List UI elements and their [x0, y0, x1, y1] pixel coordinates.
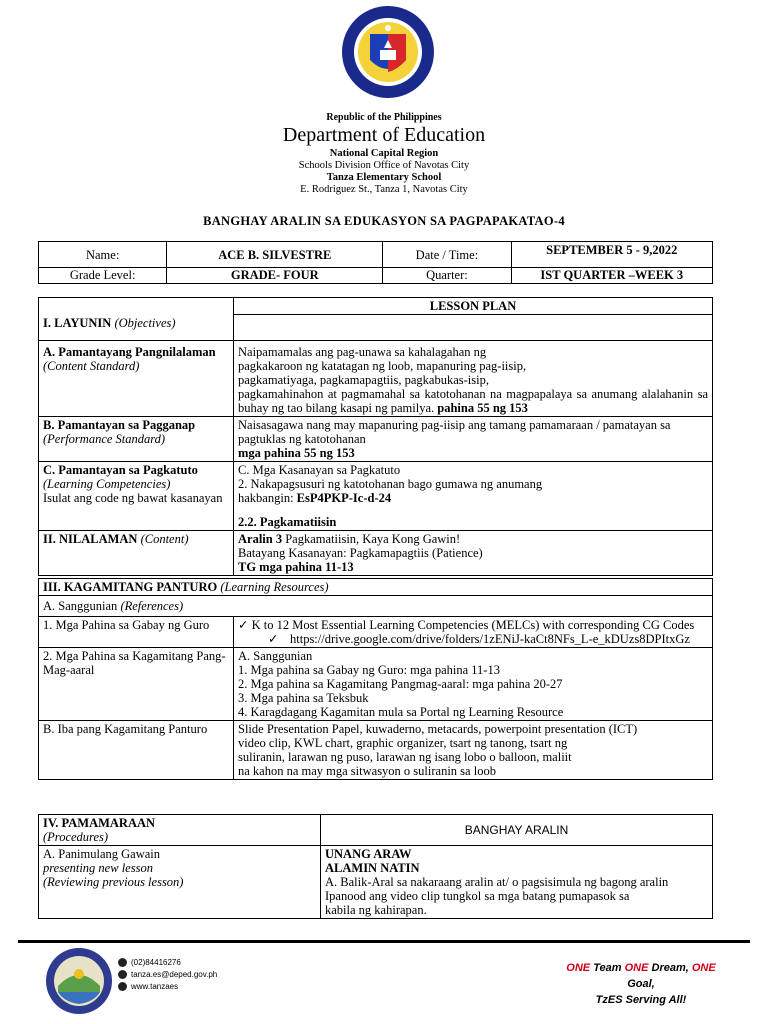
content-standard-page: pahina 55 ng 153 [437, 401, 528, 415]
layunin-cell [39, 315, 234, 341]
content-standard-line: pagkamatiyaga, pagkamapagtiis, pagkabukas-isip, [238, 373, 489, 387]
slogan-one: ONE [624, 962, 649, 974]
competency-subtitle: 2.2. Pagkamatiisin [238, 515, 337, 529]
teacher-guide-label: 1. Mga Pahina sa Gabay ng Guro [39, 617, 234, 648]
learner-item: 2. Mga pahina sa Kagamitang Pangmag-aaral: mga pahina 20-27 [238, 677, 563, 691]
resources-title-sub: (Learning Resources) [220, 580, 329, 594]
email-address[interactable]: tanza.es@deped.gov.ph [131, 970, 218, 979]
department-name: Department of Education [282, 124, 486, 146]
resources-title: III. KAGAMITANG PANTURO [43, 580, 218, 594]
deped-seal [340, 4, 436, 100]
performance-standard-cell [39, 417, 234, 462]
drive-link[interactable]: https://drive.google.com/drive/folders/1zENiJ-kaCt8NFs_L-e_kDUzs8DPItxGz [290, 632, 690, 646]
teacher-guide-text [234, 617, 713, 648]
content-text [234, 531, 713, 576]
content-standard-line: pagkakaroon ng katatagan ng loob, mapanuring pag-iisip, [238, 359, 527, 373]
other-materials-line: video clip, KWL chart, graphic organizer, tsart ng tanong, tsart ng [238, 736, 568, 750]
learning-competencies-label: C. Pamantayan sa Pagkatuto [43, 463, 198, 477]
references-label: A. Sanggunian [43, 599, 118, 613]
grade-value: GRADE- FOUR [167, 268, 383, 284]
school-logo [44, 946, 114, 1016]
performance-standard-line: Naisasagawa nang may mapanuring pag-iisip ang tamang pamamaraan / pamatayan sa pagtuklas ng katotohanan [238, 418, 671, 446]
other-materials-line: na kahon na may mga sitwasyon o suliranin sa loob [238, 764, 496, 778]
check-icon: ✓ [268, 631, 279, 646]
performance-standard-page: mga pahina 55 ng 153 [238, 446, 355, 460]
performance-standard-sub: (Performance Standard) [43, 432, 166, 446]
learner-item: 3. Mga pahina sa Teksbuk [238, 691, 369, 705]
content-standard-line: Naipamamalas ang pag-unawa sa kahalagahan ng [238, 345, 487, 359]
content-sub: (Content) [140, 532, 189, 546]
content-cell [39, 531, 234, 576]
content-standard-sub: (Content Standard) [43, 359, 140, 373]
slogan-goal: Goal, [627, 978, 655, 990]
panimulang-gawain-text [321, 846, 713, 919]
slogan-dream: Dream, [648, 962, 692, 974]
other-materials-line: suliranin, larawan ng puso, larawan ng isang lobo o balloon, maliit [238, 750, 572, 764]
name-label: Name: [39, 242, 167, 268]
learner-item: 1. Mga pahina sa Gabay ng Guro: mga pahina 11-13 [238, 663, 500, 677]
procedures-title-sub: (Procedures) [43, 830, 109, 844]
learning-competencies-sub: (Learning Competencies) [43, 477, 171, 491]
learner-material-text [234, 648, 713, 721]
content-standard-text [234, 341, 713, 417]
quarter-label: Quarter: [383, 268, 511, 284]
panimulang-gawain-label: A. Panimulang Gawain [43, 847, 160, 861]
unang-araw: UNANG ARAW [325, 847, 412, 861]
grade-label: Grade Level: [39, 268, 167, 284]
web-address[interactable]: www.tanzaes [131, 982, 179, 991]
learning-competencies-text [234, 462, 713, 531]
school-address: E. Rodriguez St., Tanza 1, Navotas City [300, 184, 468, 195]
learning-competencies-line: 2. Nakapagsusuri ng katotohanan bago gumawa ng anumang [238, 477, 543, 491]
doc-title: BANGHAY ARALIN SA EDUKASYON SA PAGPAPAKATAO-4 [203, 214, 565, 228]
footer-divider [18, 940, 750, 943]
melcs-text: K to 12 Most Essential Learning Competencies (MELCs) with corresponding CG Codes [251, 618, 695, 632]
slogan-one: ONE [691, 962, 716, 974]
learner-material-label: 2. Mga Pahina sa Kagamitang Pang-Mag-aaral [39, 648, 234, 721]
other-materials-text [234, 721, 713, 780]
phone-number: (02)84416276 [131, 958, 181, 967]
tg-pages: TG mga pahina 11-13 [238, 560, 354, 574]
aralin-title: Pagkamatiisin, Kaya Kong Gawin! [285, 532, 461, 546]
school-slogan [566, 960, 716, 1008]
check-icon: ✓ [238, 617, 249, 632]
region-text: National Capital Region [329, 148, 439, 159]
content-label: II. NILALAMAN [43, 532, 138, 546]
layunin-label: I. LAYUNIN [43, 315, 112, 330]
batayang-kasanayan: Batayang Kasanayan: Pagkamapagtiis (Patience) [238, 546, 483, 560]
phone-icon [118, 958, 127, 967]
aralin-label: Aralin 3 [238, 532, 283, 546]
panimulang-gawain-sub: presenting new lesson [43, 861, 153, 875]
division-text: Schools Division Office of Navotas City [298, 160, 470, 171]
procedures-title-cell [39, 815, 321, 846]
learning-competencies-note: Isulat ang code ng bawat kasanayan [43, 491, 223, 505]
alamin-natin: ALAMIN NATIN [325, 861, 420, 875]
references-sub: (References) [120, 599, 184, 613]
content-standard-cell [39, 341, 234, 417]
learning-competencies-cell [39, 462, 234, 531]
competency-code: EsP4PKP-Ic-d-24 [296, 491, 392, 505]
procedures-table [38, 814, 713, 919]
references-cell [39, 596, 713, 617]
other-materials-line: Slide Presentation Papel, kuwaderno, metacards, powerpoint presentation (ICT) [238, 722, 638, 736]
web-icon [118, 982, 127, 991]
content-standard-line: pagkamahinahon at pagmamahal sa katotohanan na magpapalaya sa anumang alalahanin sa buhay ng tao bilang kasapi ng pamilya. [238, 387, 708, 415]
email-icon [118, 970, 127, 979]
performance-standard-text [234, 417, 713, 462]
procedure-line: A. Balik-Aral sa nakaraang aralin at/ o pagsisimula ng bagong aralin [325, 875, 669, 889]
quarter-value: IST QUARTER –WEEK 3 [511, 268, 712, 284]
slogan-one: ONE [566, 962, 591, 974]
resources-title-cell [39, 579, 713, 596]
slogan-team: Team [590, 962, 625, 974]
phone-row [118, 958, 181, 967]
learning-competencies-line: C. Mga Kasanayan sa Pagkatuto [238, 463, 401, 477]
web-row [118, 982, 178, 991]
lesson-plan-table [38, 297, 713, 576]
learner-item: 4. Karagdagang Kagamitan mula sa Portal ng Learning Resource [238, 705, 564, 719]
learner-sanggunian: A. Sanggunian [238, 649, 313, 663]
republic-text: Republic of the Philippines [326, 112, 442, 123]
banghay-aralin-header: BANGHAY ARALIN [321, 815, 713, 846]
panimulang-gawain-sub: (Reviewing previous lesson) [43, 875, 184, 889]
content-standard-label: A. Pamantayang Pangnilalaman [43, 345, 216, 359]
slogan-line2: TzES Serving All! [595, 994, 687, 1006]
email-row [118, 970, 217, 979]
layunin-sub: (Objectives) [114, 315, 176, 330]
date-label: Date / Time: [383, 242, 511, 268]
panimulang-gawain-cell [39, 846, 321, 919]
procedures-title: IV. PAMAMARAAN [43, 816, 156, 830]
procedure-line: kabila ng kahirapan. [325, 903, 427, 917]
name-value: ACE B. SILVESTRE [167, 242, 383, 268]
performance-standard-label: B. Pamantayan sa Pagganap [43, 418, 196, 432]
school-name: Tanza Elementary School [326, 172, 442, 183]
procedure-line: Ipanood ang video clip tungkol sa mga batang pumapasok sa [325, 889, 630, 903]
learning-competencies-line: hakbangin: [238, 491, 294, 505]
resources-table [38, 578, 713, 780]
other-materials-label: B. Iba pang Kagamitang Panturo [39, 721, 234, 780]
date-value: SEPTEMBER 5 - 9,2022 [511, 242, 712, 268]
info-table [38, 241, 713, 284]
lesson-plan-header: LESSON PLAN [234, 298, 713, 315]
